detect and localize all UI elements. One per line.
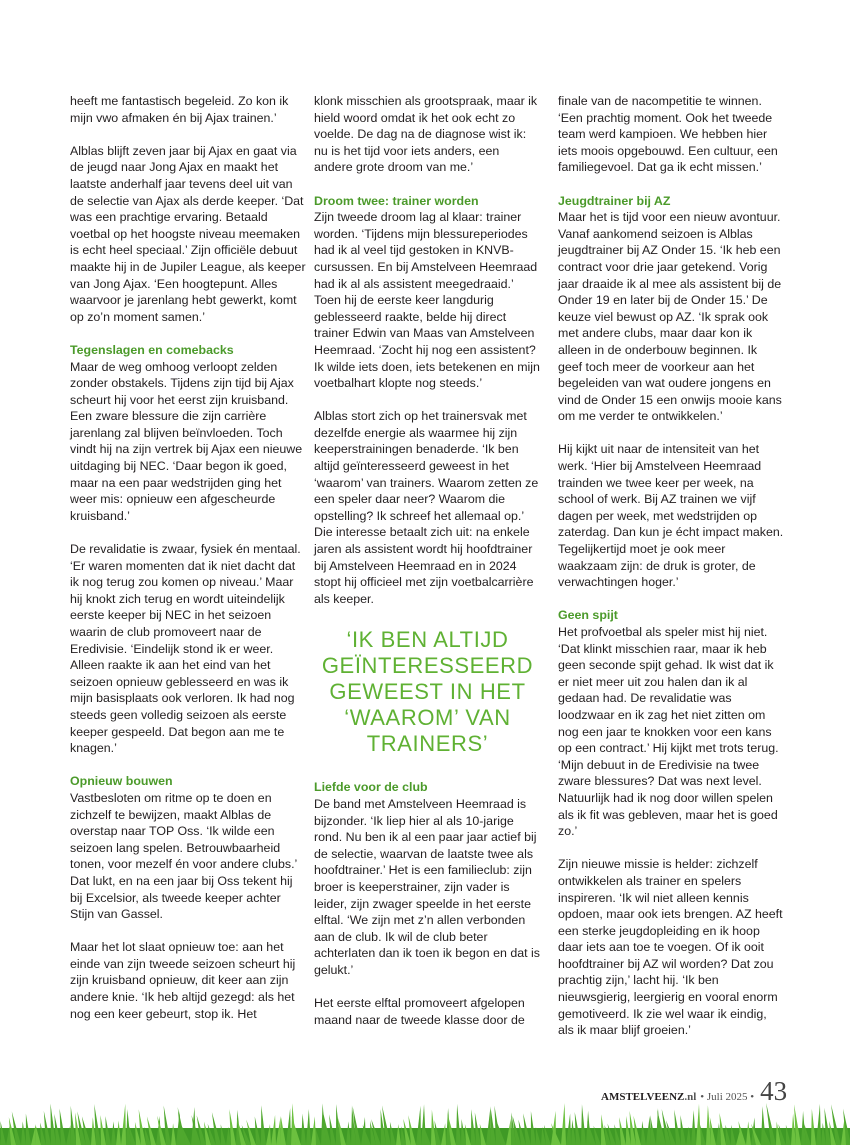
grass-blade [561, 1103, 566, 1145]
magazine-logo: AMSTELVEENZ.nl [601, 1091, 697, 1103]
grass-blade [486, 1109, 491, 1145]
column-3 [558, 93, 784, 1055]
paragraph: klonk misschien als grootspraak, maar ik hield woord omdat ik het ook echt zo voelde. De dag na de diagnose wist ik: nu is het tijd voor iets anders, een andere grote droom van me.’ [314, 94, 538, 175]
column-1 [70, 93, 306, 1039]
paragraph: Maar de weg omhoog verloopt zelden zonder obstakels. Tijdens zijn tijd bij Ajax scheurt hij voor het eerst zijn kruisband. Een zware blessure die zijn carrière jarenlang zal blijven beïnvloeden. Toch vindt hij na zijn vertrek bij Ajax een nieuwe uitdaging bij NEC. ‘Daar begon ik goed, maar na een paar wedstrijden ging het weer mis: opnieuw een afgescheurde kruisband.’ [70, 359, 303, 523]
paragraph: Zijn tweede droom lag al klaar: trainer worden. ‘Tijdens mijn blessureperiodes had ik al veel tijd gestoken in KNVB-cursussen. En bij Amstelveen Heemraad had ik al als assistent meegedraaid.’ Toen hij de eerste keer langdurig geblesseerd raakte, belde hij direct trainer Edwin van Maas van Amstelveen Heemraad. ‘Zocht hij nog een assistent? Ik wilde iets doen, iets betekenen en mijn voetbalhart klopte nog steeds.’ [314, 210, 540, 391]
grass-blade [71, 1106, 76, 1145]
paragraph: Alblas stort zich op het trainersvak met dezelfde energie als waarmee hij zijn keeperstrainingen benaderde. ‘Ik ben altijd geïnteresseerd geweest in het ‘waarom’ van trainers. Waarom zetten ze een speler daar neer? Waarom die opstelling? Ik schreef het allemaal op.’ Die interesse betaalt zich uit: na enkele jaren als assistent wordt hij hoofdtrainer bij Amstelveen Heemraad en in 2024 stopt hij officieel met zijn voetbalcarrière als keeper. [314, 409, 539, 606]
grass-blade [691, 1110, 696, 1145]
grass-blade [416, 1106, 421, 1145]
paragraph: Het profvoetbal als speler mist hij niet. ‘Dat klinkt misschien raar, maar ik heb geen seconde spijt gehad. Ik wist dat ik er niet meer uit zou halen dan ik al gedaan had. De revalidatie was loodzwaar en ik zag het niet zitten om nog een jaar te knokken voor een kans op een contract.’ Hij kijkt met trots terug. ‘Mijn debuut in de Eredivisie na twee zware blessures? Dat was next level. Natuurlijk had ik nog door willen spelen als ik fit was gebleven, maar het is goed zo.’ [558, 625, 779, 839]
paragraph: Vastbesloten om ritme op te doen en zichzelf te bewijzen, maakt Alblas de overstap naar TOP Oss. ‘Ik wilde een seizoen lang spelen. Betrouwbaarheid tonen, voor mezelf én voor andere clubs.’ Dat lukt, en na een jaar bij Oss tekent hij bij Excelsior, als tweede keeper achter Stijn van Gassel. [70, 790, 297, 922]
grass-blade [336, 1104, 341, 1145]
pull-quote-line: ‘WAAROM’ VAN [344, 705, 511, 731]
grass-border [0, 1098, 850, 1145]
section-heading: Jeugdtrainer bij AZ [558, 193, 671, 208]
paragraph: De band met Amstelveen Heemraad is bijzonder. ‘Ik liep hier al als 10-jarige rond. Nu ben ik al een paar jaar actief bij de selectie, waarvan de laatste twee als hoofdtrainer.’ Het is een familieclub: zijn broer is keeperstrainer, zijn vader is leider, zijn zwager speelde in het eerste elftal. ‘We zijn met z’n allen verbonden aan de club. Ik wil de club beter achterlaten dan ik toen ik begon en dat is gelukt.’ [314, 797, 540, 977]
grass-blade [696, 1104, 701, 1145]
section-heading: Opnieuw bouwen [70, 774, 173, 789]
section-heading: Geen spijt [558, 608, 618, 623]
pull-quote-line: ‘IK BEN ALTIJD [346, 627, 509, 653]
paragraph: Hij kijkt uit naar de intensiteit van het werk. ‘Hier bij Amstelveen Heemraad trainden we twee keer per week, na school of werk. Bij AZ trainen we vijf dagen per week, met wedstrijden op zaterdag. Dan kun je écht impact maken. Tegelijkertijd moet je ook meer waakzaam zijn: de druk is groter, de verwachtingen hoger.’ [558, 442, 784, 590]
grass-blade [816, 1104, 821, 1145]
grass-blade [126, 1109, 131, 1145]
grass-blade [811, 1109, 816, 1145]
pull-quote-line: GEWEEST IN HET [329, 679, 526, 705]
paragraph: Alblas blijft zeven jaar bij Ajax en gaat via de jeugd naar Jong Ajax en maakt het laatste anderhalf jaar tevens deel uit van de selectie van Ajax als derde keeper. ‘Dat was een prachtige ervaring. Betaald voetbal op het hoogste niveau meemaken is echt heel speciaal.’ Zijn officiële debuut maakte hij in de Jupiler League, als keeper van Jong Ajax. ‘Een hoogtepunt. Alles waarvoor je jarenlang hebt gewerkt, komt op zo’n moment samen.’ [70, 143, 306, 324]
section-heading: Droom twee: trainer worden [314, 193, 479, 208]
section-heading: Tegenslagen en comebacks [70, 342, 234, 357]
paragraph: Zijn nieuwe missie is helder: zichzelf ontwikkelen als trainer en spelers inspireren. ‘Ik wil niet alleen kennis opdoen, maar ook iets brengen. AZ heeft een sterke jeugdopleiding en ik hoop daar iets aan toe te voegen. Of ik ooit hoofdtrainer bij AZ wil worden? Dat zou prachtig zijn,’ lacht hij. ‘Ik ben nieuwsgierig, leergierig en vooral enorm gemotiveerd. Ik zie wel waar ik eindig, als ik maar blijf groeien.’ [558, 857, 783, 1038]
paragraph: Maar het is tijd voor een nieuw avontuur. Vanaf aankomend seizoen is Alblas jeugdtrainer bij AZ Onder 15. ‘Ik heb een contract voor drie jaar getekend. Vorig jaar draaide ik al mee als assistent bij de Onder 19 en later bij de Onder 15.’ De keuze viel bewust op AZ. ‘Ik sprak ook met andere clubs, maar daar kon ik alleen in de onderbouw beginnen. Ik geef toch meer de voorkeur aan het begeleiden van wat oudere jongens en vind de Onder 15 een onwijs mooie kans om me verder te ontwikkelen.’ [558, 210, 782, 424]
pull-quote [314, 627, 541, 757]
column-2 [314, 93, 541, 1045]
grass-blade [456, 1104, 461, 1145]
grass-blade [121, 1104, 126, 1145]
paragraph: Het eerste elftal promoveert afgelopen maand naar de tweede klasse door de [314, 996, 525, 1027]
page-number: 43 [760, 1076, 788, 1106]
section-heading: Liefde voor de club [314, 780, 428, 795]
pull-quote-line: TRAINERS’ [366, 731, 489, 757]
paragraph: De revalidatie is zwaar, fysiek én mentaal. ‘Er waren momenten dat ik niet dacht dat ik nog terug zou komen op niveau.’ Maar hij knokt zich terug en wordt uiteindelijk eerste keeper bij NEC in het seizoen waarin de club promoveert naar de Eredivisie. ‘Eindelijk stond ik er weer. Alleen raakte ik aan het eind van het seizoen opnieuw geblesseerd en was ik mijn basisplaats ook verloren. Ik had nog steeds geen volledig seizoen als eerste keeper gespeeld. Dat begon aan me te knagen.’ [70, 542, 301, 756]
grass-blade [286, 1108, 291, 1145]
paragraph: finale van de nacompetitie te winnen. ‘Een prachtig moment. Ook het tweede team werd kampioen. We hebben hier iets moois opgebouwd. Een cultuur, een familiegevoel. Dat ga ik echt missen.’ [558, 94, 778, 175]
pull-quote-line: GEÏNTERESSEERD [321, 653, 534, 679]
paragraph: Maar het lot slaat opnieuw toe: aan het einde van zijn tweede seizoen scheurt hij zijn kruisband opnieuw, dit keer aan zijn andere knie. ‘Ik heb altijd gezegd: als het nog een keer gebeurt, stop ik. Het [70, 940, 296, 1021]
issue-date: • Juli 2025 • [700, 1091, 755, 1103]
grass-blade [261, 1105, 266, 1145]
grass-blade [306, 1109, 311, 1145]
paragraph: heeft me fantastisch begeleid. Zo kon ik mijn vwo afmaken én bij Ajax trainen.’ [70, 94, 289, 125]
grass-blade [581, 1104, 586, 1145]
